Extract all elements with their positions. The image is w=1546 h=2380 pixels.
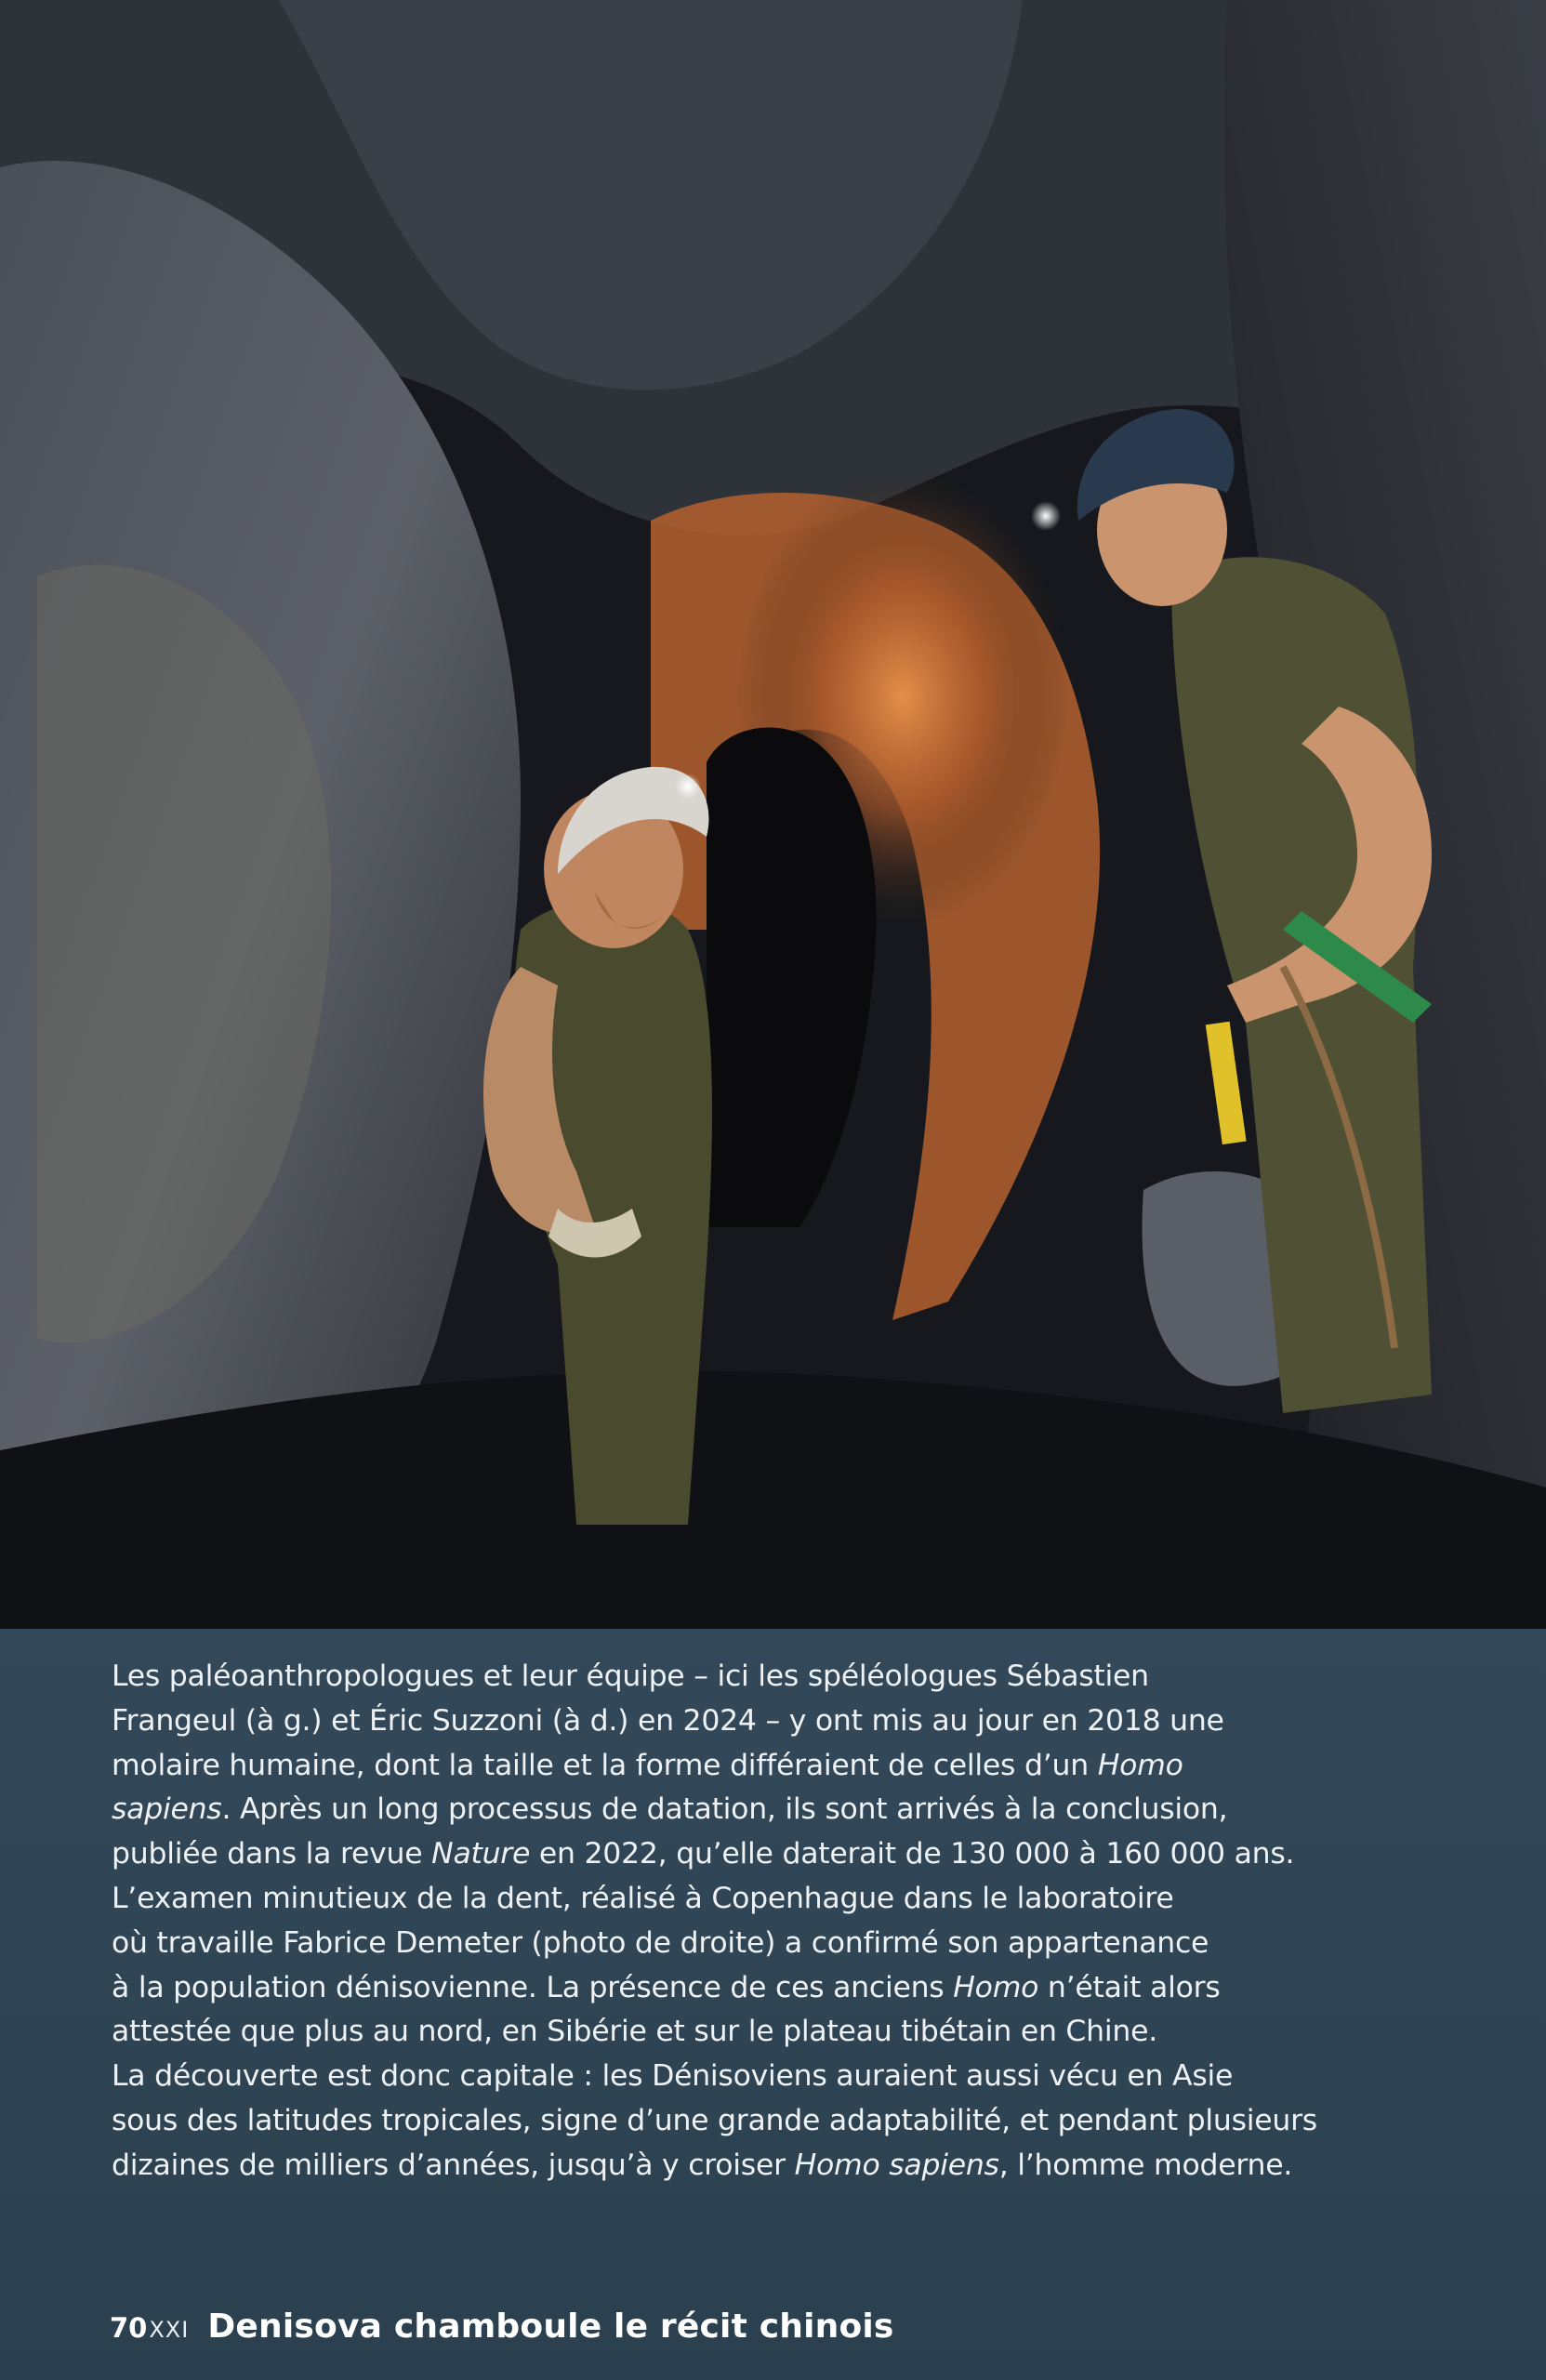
caption-line bbox=[112, 2144, 1320, 2188]
caption-line: La découverte est donc capitale : les Dénisoviens auraient aussi vécu en Asie bbox=[112, 2059, 1234, 2094]
page-number: 70 bbox=[110, 2312, 148, 2344]
caption-line bbox=[112, 1966, 1320, 2011]
caption-line bbox=[112, 1832, 1320, 1877]
caption-italic: Nature bbox=[431, 1837, 531, 1871]
caption-line bbox=[112, 1744, 1320, 1789]
caption-text: dizaines de milliers d’années, jusqu’à y croiser bbox=[112, 2148, 795, 2182]
caption-text: n’était alors bbox=[1038, 1970, 1221, 2004]
magazine-name: XXI bbox=[149, 2317, 190, 2343]
caption-line: où travaille Fabrice Demeter (photo de droite) a confirmé son appartenance bbox=[112, 1925, 1209, 1960]
caption-text: à la population dénisovienne. La présence de ces anciens bbox=[112, 1970, 954, 2004]
caption-line: attestée que plus au nord, en Sibérie et sur le plateau tibétain en Chine. bbox=[112, 2015, 1157, 2049]
caption-line: sous des latitudes tropicales, signe d’une grande adaptabilité, et pendant plusieurs bbox=[112, 2103, 1317, 2137]
caption-italic: Homo sapiens bbox=[794, 2148, 999, 2182]
caption-italic: sapiens bbox=[112, 1792, 222, 1827]
photo-caption bbox=[112, 1655, 1320, 2188]
caption-text: en 2022, qu’elle daterait de 130 000 à 160 000 ans. bbox=[530, 1837, 1295, 1871]
caption-text: publiée dans la revue bbox=[112, 1837, 432, 1871]
caption-line: Frangeul (à g.) et Éric Suzzoni (à d.) en 2024 – y ont mis au jour en 2018 une bbox=[112, 1703, 1224, 1738]
caption-line: L’examen minutieux de la dent, réalisé à Copenhague dans le laboratoire bbox=[112, 1881, 1174, 1915]
section-title: Denisova chamboule le récit chinois bbox=[207, 2307, 894, 2346]
page-footer bbox=[110, 2307, 894, 2354]
caption-italic: Homo bbox=[1097, 1748, 1183, 1782]
caption-line bbox=[112, 1788, 1320, 1832]
caption-text: , l’homme moderne. bbox=[998, 2148, 1293, 2182]
caption-line: Les paléoanthropologues et leur équipe – ici les spéléologues Sébastien bbox=[112, 1659, 1149, 1693]
caption-text: . Après un long processus de datation, ils sont arrivés à la conclusion, bbox=[221, 1792, 1228, 1827]
caption-italic: Homo bbox=[953, 1970, 1039, 2004]
caption-text: molaire humaine, dont la taille et la forme différaient de celles d’un bbox=[112, 1748, 1098, 1782]
